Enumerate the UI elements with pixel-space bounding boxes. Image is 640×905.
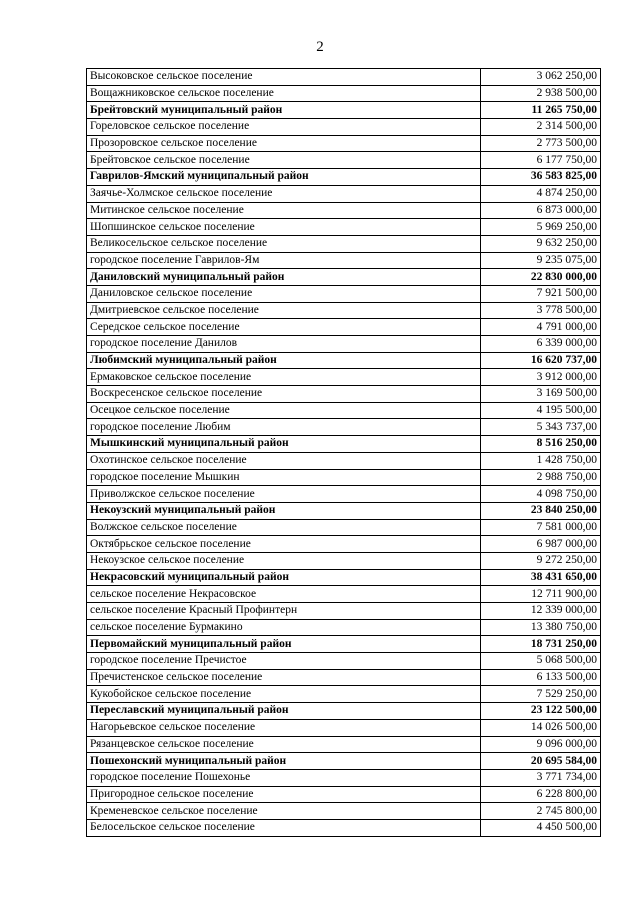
settlement-amount-cell: 12 339 000,00 bbox=[481, 603, 601, 620]
budget-allocation-table bbox=[86, 68, 601, 837]
settlement-amount-cell: 6 133 500,00 bbox=[481, 669, 601, 686]
table-body bbox=[87, 69, 601, 837]
settlement-row bbox=[87, 769, 601, 786]
settlement-amount-cell: 4 195 500,00 bbox=[481, 402, 601, 419]
settlement-amount-cell: 4 450 500,00 bbox=[481, 819, 601, 836]
settlement-name-cell: Даниловское сельское поселение bbox=[87, 285, 481, 302]
settlement-amount-cell: 2 745 800,00 bbox=[481, 803, 601, 820]
settlement-name-cell: городское поселение Данилов bbox=[87, 336, 481, 353]
settlement-row bbox=[87, 552, 601, 569]
settlement-row bbox=[87, 819, 601, 836]
district-name-cell: Брейтовский муниципальный район bbox=[87, 102, 481, 119]
district-name-cell: Переславский муниципальный район bbox=[87, 703, 481, 720]
settlement-name-cell: Кременевское сельское поселение bbox=[87, 803, 481, 820]
settlement-row bbox=[87, 536, 601, 553]
settlement-row bbox=[87, 85, 601, 102]
settlement-name-cell: Октябрьское сельское поселение bbox=[87, 536, 481, 553]
settlement-name-cell: Ермаковское сельское поселение bbox=[87, 369, 481, 386]
settlement-row bbox=[87, 185, 601, 202]
settlement-row bbox=[87, 653, 601, 670]
district-amount-cell: 22 830 000,00 bbox=[481, 269, 601, 286]
settlement-name-cell: Гореловское сельское поселение bbox=[87, 119, 481, 136]
district-amount-cell: 16 620 737,00 bbox=[481, 352, 601, 369]
district-row bbox=[87, 269, 601, 286]
district-name-cell: Некоузский муниципальный район bbox=[87, 502, 481, 519]
settlement-amount-cell: 14 026 500,00 bbox=[481, 719, 601, 736]
settlement-amount-cell: 9 272 250,00 bbox=[481, 552, 601, 569]
settlement-amount-cell: 7 529 250,00 bbox=[481, 686, 601, 703]
settlement-name-cell: сельское поселение Бурмакино bbox=[87, 619, 481, 636]
settlement-name-cell: Некоузское сельское поселение bbox=[87, 552, 481, 569]
settlement-name-cell: Шопшинское сельское поселение bbox=[87, 219, 481, 236]
settlement-name-cell: Заячье-Холмское сельское поселение bbox=[87, 185, 481, 202]
settlement-row bbox=[87, 736, 601, 753]
settlement-name-cell: городское поселение Пошехонье bbox=[87, 769, 481, 786]
district-amount-cell: 23 840 250,00 bbox=[481, 502, 601, 519]
settlement-row bbox=[87, 803, 601, 820]
settlement-row bbox=[87, 202, 601, 219]
settlement-row bbox=[87, 452, 601, 469]
settlement-amount-cell: 2 773 500,00 bbox=[481, 135, 601, 152]
settlement-row bbox=[87, 235, 601, 252]
district-name-cell: Некрасовский муниципальный район bbox=[87, 569, 481, 586]
settlement-amount-cell: 3 169 500,00 bbox=[481, 386, 601, 403]
district-name-cell: Любимский муниципальный район bbox=[87, 352, 481, 369]
settlement-row bbox=[87, 619, 601, 636]
settlement-row bbox=[87, 302, 601, 319]
settlement-row bbox=[87, 319, 601, 336]
district-amount-cell: 8 516 250,00 bbox=[481, 436, 601, 453]
district-name-cell: Пошехонский муниципальный район bbox=[87, 753, 481, 770]
settlement-row bbox=[87, 786, 601, 803]
settlement-amount-cell: 5 969 250,00 bbox=[481, 219, 601, 236]
settlement-row bbox=[87, 402, 601, 419]
settlement-name-cell: сельское поселение Некрасовское bbox=[87, 586, 481, 603]
district-row bbox=[87, 102, 601, 119]
settlement-name-cell: Нагорьевское сельское поселение bbox=[87, 719, 481, 736]
settlement-amount-cell: 13 380 750,00 bbox=[481, 619, 601, 636]
page-number: 2 bbox=[316, 39, 324, 55]
settlement-name-cell: Волжское сельское поселение bbox=[87, 519, 481, 536]
settlement-name-cell: Великосельское сельское поселение bbox=[87, 235, 481, 252]
settlement-row bbox=[87, 219, 601, 236]
settlement-name-cell: Воскресенское сельское поселение bbox=[87, 386, 481, 403]
settlement-amount-cell: 3 062 250,00 bbox=[481, 69, 601, 86]
district-row bbox=[87, 352, 601, 369]
settlement-amount-cell: 6 228 800,00 bbox=[481, 786, 601, 803]
settlement-row bbox=[87, 369, 601, 386]
district-name-cell: Первомайский муниципальный район bbox=[87, 636, 481, 653]
settlement-row bbox=[87, 252, 601, 269]
settlement-amount-cell: 7 921 500,00 bbox=[481, 285, 601, 302]
settlement-name-cell: Осецкое сельское поселение bbox=[87, 402, 481, 419]
district-name-cell: Мышкинский муниципальный район bbox=[87, 436, 481, 453]
settlement-name-cell: Середское сельское поселение bbox=[87, 319, 481, 336]
settlement-name-cell: городское поселение Мышкин bbox=[87, 469, 481, 486]
settlement-amount-cell: 6 987 000,00 bbox=[481, 536, 601, 553]
district-row bbox=[87, 436, 601, 453]
settlement-row bbox=[87, 119, 601, 136]
district-row bbox=[87, 569, 601, 586]
settlement-name-cell: городское поселение Гаврилов-Ям bbox=[87, 252, 481, 269]
settlement-name-cell: Митинское сельское поселение bbox=[87, 202, 481, 219]
district-amount-cell: 23 122 500,00 bbox=[481, 703, 601, 720]
settlement-amount-cell: 2 938 500,00 bbox=[481, 85, 601, 102]
settlement-name-cell: Вощажниковское сельское поселение bbox=[87, 85, 481, 102]
settlement-row bbox=[87, 469, 601, 486]
district-amount-cell: 20 695 584,00 bbox=[481, 753, 601, 770]
settlement-amount-cell: 3 778 500,00 bbox=[481, 302, 601, 319]
settlement-amount-cell: 2 314 500,00 bbox=[481, 119, 601, 136]
settlement-amount-cell: 2 988 750,00 bbox=[481, 469, 601, 486]
settlement-row bbox=[87, 669, 601, 686]
district-row bbox=[87, 502, 601, 519]
settlement-row bbox=[87, 719, 601, 736]
settlement-amount-cell: 3 771 734,00 bbox=[481, 769, 601, 786]
settlement-row bbox=[87, 419, 601, 436]
settlement-amount-cell: 4 098 750,00 bbox=[481, 486, 601, 503]
district-amount-cell: 18 731 250,00 bbox=[481, 636, 601, 653]
settlement-row bbox=[87, 686, 601, 703]
district-name-cell: Даниловский муниципальный район bbox=[87, 269, 481, 286]
settlement-name-cell: Приволжское сельское поселение bbox=[87, 486, 481, 503]
settlement-amount-cell: 6 339 000,00 bbox=[481, 336, 601, 353]
district-amount-cell: 11 265 750,00 bbox=[481, 102, 601, 119]
settlement-row bbox=[87, 69, 601, 86]
settlement-row bbox=[87, 336, 601, 353]
settlement-amount-cell: 9 096 000,00 bbox=[481, 736, 601, 753]
district-row bbox=[87, 169, 601, 186]
settlement-amount-cell: 1 428 750,00 bbox=[481, 452, 601, 469]
settlement-amount-cell: 9 235 075,00 bbox=[481, 252, 601, 269]
settlement-amount-cell: 6 177 750,00 bbox=[481, 152, 601, 169]
settlement-row bbox=[87, 135, 601, 152]
settlement-name-cell: Пригородное сельское поселение bbox=[87, 786, 481, 803]
settlement-row bbox=[87, 152, 601, 169]
settlement-name-cell: Пречистенское сельское поселение bbox=[87, 669, 481, 686]
settlement-amount-cell: 4 791 000,00 bbox=[481, 319, 601, 336]
settlement-row bbox=[87, 603, 601, 620]
settlement-name-cell: сельское поселение Красный Профинтерн bbox=[87, 603, 481, 620]
settlement-name-cell: Охотинское сельское поселение bbox=[87, 452, 481, 469]
settlement-amount-cell: 7 581 000,00 bbox=[481, 519, 601, 536]
settlement-name-cell: Высоковское сельское поселение bbox=[87, 69, 481, 86]
settlement-name-cell: Дмитриевское сельское поселение bbox=[87, 302, 481, 319]
settlement-name-cell: Прозоровское сельское поселение bbox=[87, 135, 481, 152]
district-name-cell: Гаврилов-Ямский муниципальный район bbox=[87, 169, 481, 186]
district-row bbox=[87, 753, 601, 770]
district-amount-cell: 36 583 825,00 bbox=[481, 169, 601, 186]
settlement-row bbox=[87, 386, 601, 403]
settlement-amount-cell: 6 873 000,00 bbox=[481, 202, 601, 219]
district-row bbox=[87, 636, 601, 653]
settlement-name-cell: городское поселение Пречистое bbox=[87, 653, 481, 670]
settlement-amount-cell: 5 068 500,00 bbox=[481, 653, 601, 670]
district-row bbox=[87, 703, 601, 720]
settlement-name-cell: Брейтовское сельское поселение bbox=[87, 152, 481, 169]
settlement-name-cell: Белосельское сельское поселение bbox=[87, 819, 481, 836]
settlement-amount-cell: 3 912 000,00 bbox=[481, 369, 601, 386]
settlement-row bbox=[87, 586, 601, 603]
settlement-amount-cell: 4 874 250,00 bbox=[481, 185, 601, 202]
settlement-name-cell: Рязанцевское сельское поселение bbox=[87, 736, 481, 753]
settlement-row bbox=[87, 519, 601, 536]
settlement-amount-cell: 12 711 900,00 bbox=[481, 586, 601, 603]
settlement-name-cell: городское поселение Любим bbox=[87, 419, 481, 436]
settlement-amount-cell: 5 343 737,00 bbox=[481, 419, 601, 436]
settlement-row bbox=[87, 285, 601, 302]
settlement-amount-cell: 9 632 250,00 bbox=[481, 235, 601, 252]
settlement-row bbox=[87, 486, 601, 503]
settlement-name-cell: Кукобойское сельское поселение bbox=[87, 686, 481, 703]
district-amount-cell: 38 431 650,00 bbox=[481, 569, 601, 586]
